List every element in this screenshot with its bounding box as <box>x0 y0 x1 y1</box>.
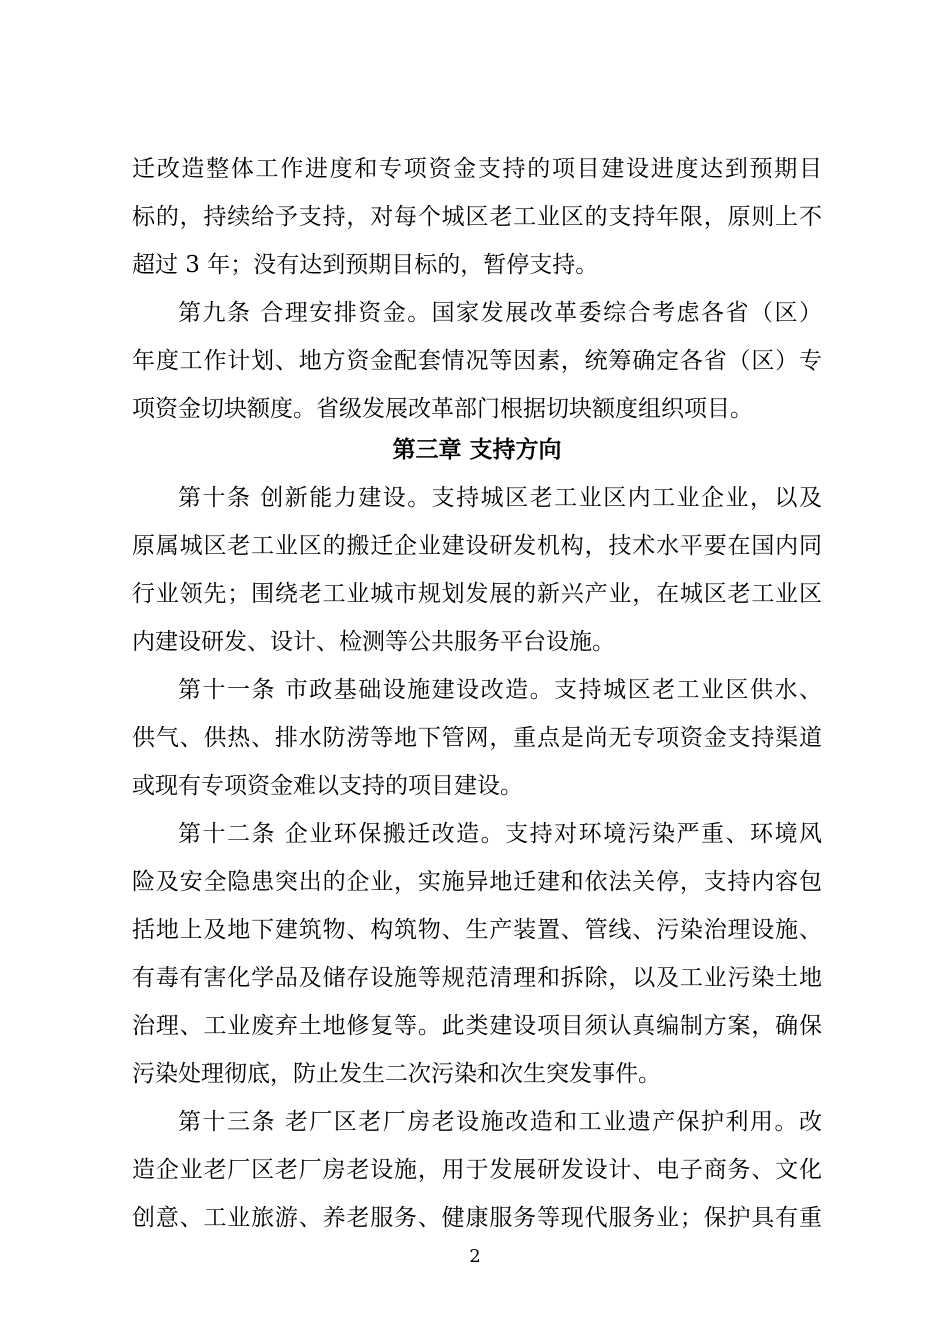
text-line: 行业领先；围绕老工业城市规划发展的新兴产业，在城区老工业区 <box>132 581 822 607</box>
text-line: 供气、供热、排水防涝等地下管网，重点是尚无专项资金支持渠道 <box>132 725 822 751</box>
text-line: 造企业老厂区老厂房老设施，用于发展研发设计、电子商务、文化 <box>132 1157 822 1183</box>
text-line: 创意、工业旅游、养老服务、健康服务等现代服务业；保护具有重 <box>132 1205 822 1231</box>
text-line: 治理、工业废弃土地修复等。此类建设项目须认真编制方案，确保 <box>132 1013 822 1039</box>
text-line: 污染处理彻底，防止发生二次污染和次生突发事件。 <box>132 1061 661 1087</box>
article-12-first-line: 第十二条 企业环保搬迁改造。支持对环境污染严重、环境风 <box>178 821 822 847</box>
text-line: 项资金切块额度。省级发展改革部门根据切块额度组织项目。 <box>132 396 753 422</box>
text-line: 有毒有害化学品及储存设施等规范清理和拆除，以及工业污染土地 <box>132 965 822 991</box>
text-line: 超过 3 年；没有达到预期目标的，暂停支持。 <box>132 252 599 278</box>
article-9-first-line: 第九条 合理安排资金。国家发展改革委综合考虑各省（区） <box>178 300 822 326</box>
text-line: 或现有专项资金难以支持的项目建设。 <box>132 773 523 799</box>
text-line: 年度工作计划、地方资金配套情况等因素，统筹确定各省（区）专 <box>132 348 822 374</box>
text-line: 内建设研发、设计、检测等公共服务平台设施。 <box>132 629 615 655</box>
page-number: 2 <box>469 1246 481 1267</box>
text-line: 标的，持续给予支持，对每个城区老工业区的支持年限，原则上不 <box>132 204 822 230</box>
article-11-first-line: 第十一条 市政基础设施建设改造。支持城区老工业区供水、 <box>178 677 822 703</box>
article-13-first-line: 第十三条 老厂区老厂房老设施改造和工业遗产保护利用。改 <box>178 1109 822 1135</box>
chapter-heading: 第三章 支持方向 <box>392 437 562 463</box>
text-line: 括地上及地下建筑物、构筑物、生产装置、管线、污染治理设施、 <box>132 917 822 943</box>
text-line: 原属城区老工业区的搬迁企业建设研发机构，技术水平要在国内同 <box>132 533 822 559</box>
text-line: 险及安全隐患突出的企业，实施异地迁建和依法关停，支持内容包 <box>132 869 822 895</box>
text-line: 迁改造整体工作进度和专项资金支持的项目建设进度达到预期目 <box>132 156 822 182</box>
article-10-first-line: 第十条 创新能力建设。支持城区老工业区内工业企业，以及 <box>178 485 822 511</box>
